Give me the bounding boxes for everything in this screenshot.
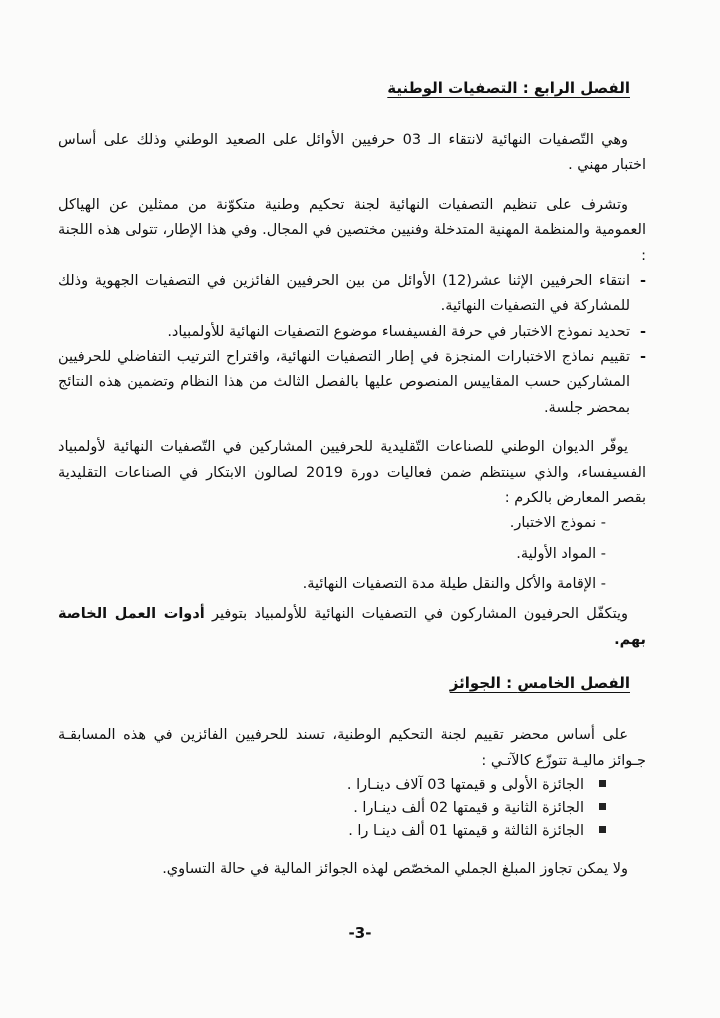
task-item (58, 345, 646, 421)
square-bullet-icon (599, 803, 606, 810)
tools-text-bold: أدوات العمل الخاصة بهم. (58, 606, 646, 648)
chapter-4-tools (58, 602, 646, 653)
chapter-5-title (58, 671, 630, 695)
prize-text: الجائزة الثالثة و قيمتها 01 ألف دينـا را . (348, 823, 584, 840)
dash-mark: - (639, 272, 646, 289)
dash-mark: - (639, 323, 646, 340)
prize-item (58, 820, 606, 843)
dash-mark: - (639, 349, 646, 365)
prize-text: الجائزة الأولى و قيمتها 03 آلاف دينـارا . (346, 776, 584, 793)
chapter-4-title: الفصل الرابع : التصفيات الوطنية (387, 79, 630, 97)
chapter-5-tie-rule: ولا يمكن تجاوز المبلغ الجملي المخصّص لهذه الجوائز المالية في حالة التساوي. (162, 861, 628, 878)
prize-text: الجائزة الثانية و قيمتها 02 ألف دينـارا . (353, 800, 584, 817)
list-item: - الإقامة والأكل والنقل طيلة مدة التصفيات النهائية. (302, 576, 606, 592)
prize-item (58, 774, 606, 797)
chapter-5-title-main: الفصل الخامس (517, 674, 630, 693)
chapter-5-intro: على أساس محضر تقييم لجنة التحكيم الوطنية، تسند للحرفيين الفائزين في هذه المسابقـة جـوائز ماليـة تتوزّع كالآتـي : (58, 727, 646, 769)
square-bullet-icon (599, 780, 606, 787)
task-text: تحديد نموذج الاختبار في حرفة الفسيفساء موضوع التصفيات النهائية للأولمبياد. (167, 323, 630, 340)
prize-item (58, 797, 606, 820)
task-text: انتقاء الحرفيين الإثنا عشر(12) الأوائل من بين الحرفيين الفائزين في التصفيات الجهوية وذلك للمشاركة في التصفيات النهائية. (58, 272, 630, 315)
task-text: تقييم نماذج الاختبارات المنجزة في إطار التصفيات النهائية، واقتراح الترتيب التفاضلي للحرفيين المشاركين حسب المقاييس المنصوص عليها بالفصل الثالث من هذا النظام وتضمين هذه النتائج بمحضر جلسة. (58, 349, 630, 416)
chapter-4-intro: وهي التّصفيات النهائية لانتقاء الـ 03 حرفيين الأوائل على الصعيد الوطني وذلك على أساس اختبار مهني . (58, 132, 646, 174)
square-bullet-icon (599, 826, 606, 833)
list-item: - نموذج الاختبار. (509, 515, 606, 532)
task-item (58, 269, 646, 320)
provisions-list (58, 511, 646, 597)
chapter-4-office: يوفّر الديوان الوطني للصناعات التّقليدية للحرفيين المشاركين في التّصفيات النهائية لأولمبياد الفسيفساء، والذي سينتظم ضمن فعاليات دورة 2019 لصالون الابتكار في الصناعات التقليدية بقصر المعارض بالكرم : (58, 439, 646, 506)
prizes-list (58, 774, 646, 844)
chapter-4-committee: وتشرف على تنظيم التصفيات النهائية لجنة تحكيم وطنية متكوّنة من ممثلين عن الهياكل العمومية والمنظمة المهنية المتدخلة وفنيين مختصين في المجال. وفي هذا الإطار، تتولى هذه اللجنة : (58, 196, 646, 264)
task-item (58, 320, 646, 345)
tools-text: ويتكفّل الحرفيون المشاركون في التصفيات النهائية للأولمبياد بتوفير (204, 606, 628, 623)
list-item: - المواد الأولية. (516, 545, 606, 562)
chapter-5-title-rest: : الجوائز (449, 674, 518, 693)
page-number: -3- (348, 924, 372, 942)
